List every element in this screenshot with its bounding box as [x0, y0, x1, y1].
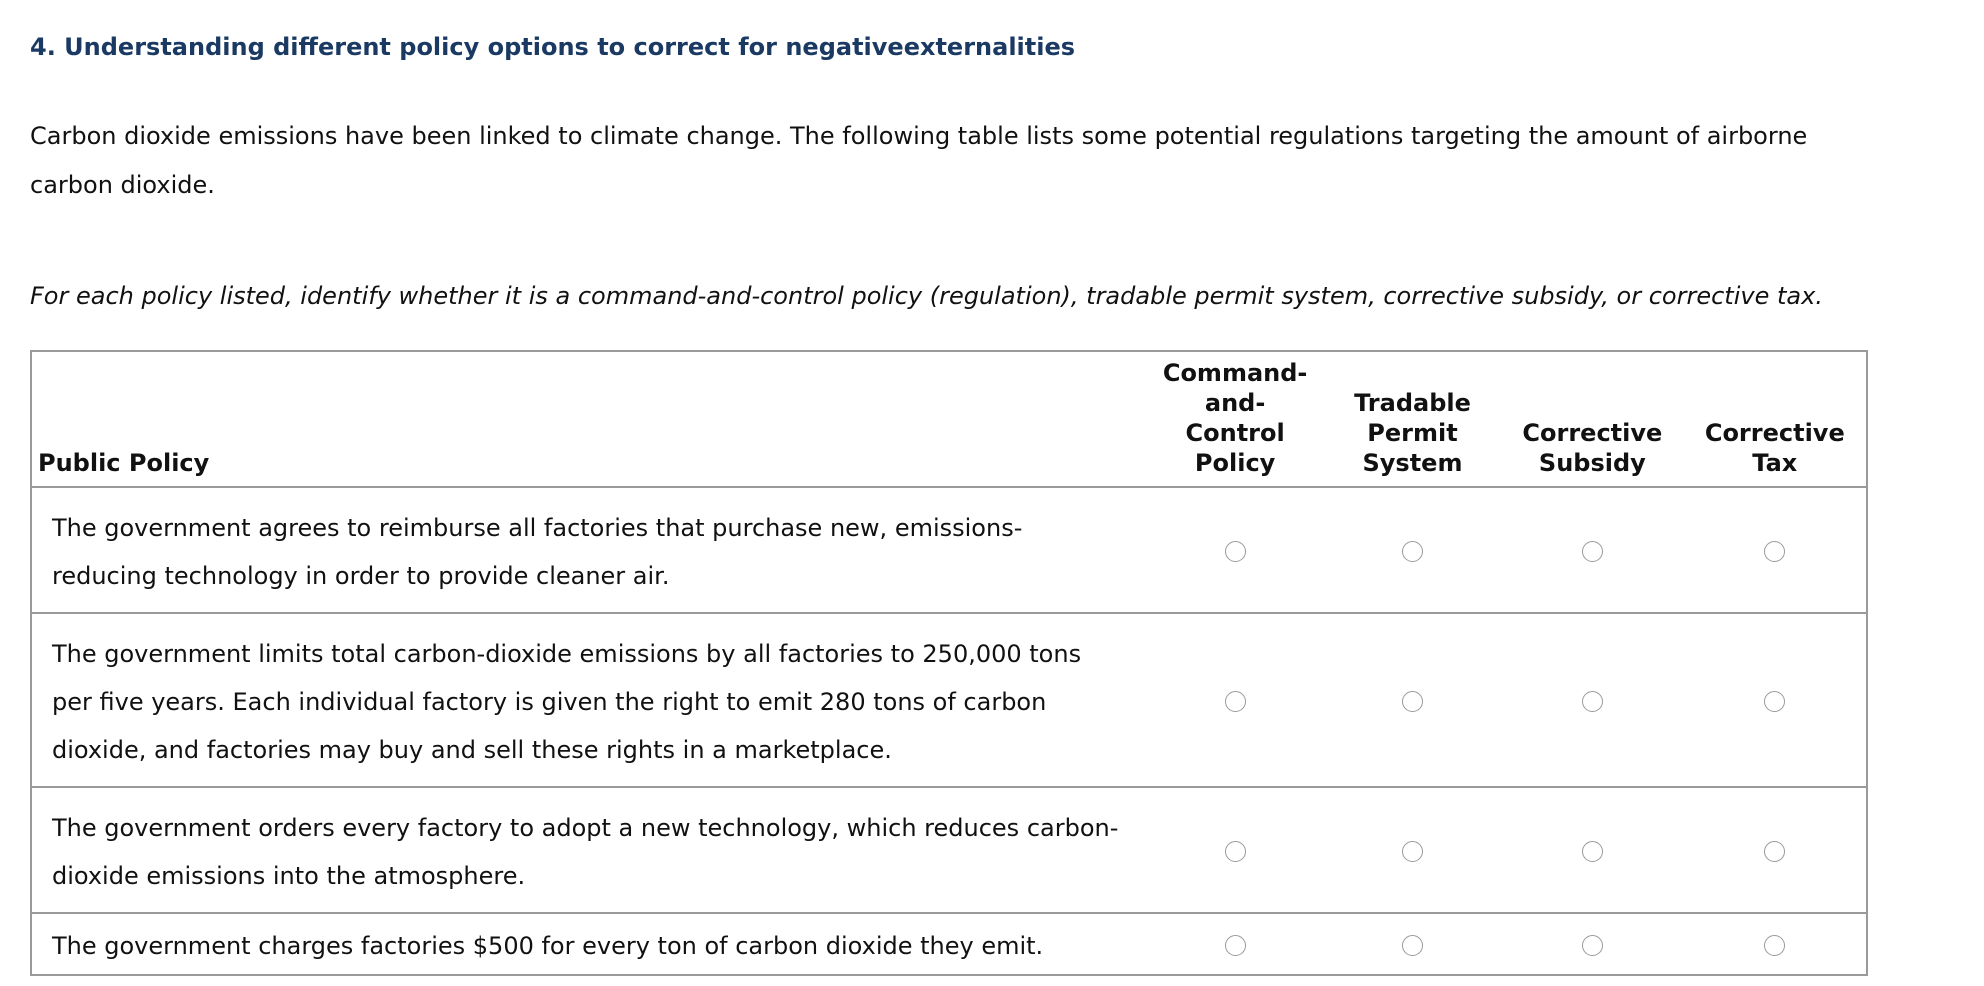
radio-cell [1324, 487, 1501, 613]
tradable-permit-radio[interactable] [1402, 691, 1423, 712]
corrective-tax-radio[interactable] [1764, 691, 1785, 712]
header-line: Corrective [1704, 419, 1845, 447]
command-and-control-header [1146, 351, 1323, 487]
tradable-permit-header [1324, 351, 1501, 487]
header-line: and- [1204, 389, 1266, 417]
question-title: 4. Understanding different policy options to correct for negativeexternalities [30, 33, 1076, 61]
command-and-control-radio[interactable] [1225, 935, 1246, 956]
header-line: Command- [1162, 359, 1308, 387]
policy-table [30, 350, 1868, 976]
corrective-tax-radio[interactable] [1764, 935, 1785, 956]
question-intro: Carbon dioxide emissions have been linked to climate change. The following table lists some potential regulations targeting the amount of airborne carbon dioxide. [30, 122, 1808, 199]
radio-cell [1324, 613, 1501, 787]
radio-cell [1684, 787, 1867, 913]
command-and-control-radio[interactable] [1225, 691, 1246, 712]
corrective-subsidy-radio[interactable] [1582, 541, 1603, 562]
tradable-permit-radio[interactable] [1402, 541, 1423, 562]
radio-cell [1146, 613, 1323, 787]
tradable-permit-radio[interactable] [1402, 841, 1423, 862]
radio-cell [1324, 787, 1501, 913]
header-line: Subsidy [1538, 449, 1646, 477]
corrective-subsidy-header [1501, 351, 1683, 487]
radio-cell [1501, 913, 1683, 975]
policy-description: The government limits total carbon-dioxide emissions by all factories to 250,000 tons per five years. Each individual factory is given the right to emit 280 tons of carbon dioxide, and factories may buy and sell these rights in a marketplace. [31, 613, 1146, 787]
header-line: Policy [1194, 449, 1276, 477]
corrective-tax-radio[interactable] [1764, 541, 1785, 562]
header-line: Tax [1752, 449, 1798, 477]
radio-cell [1501, 787, 1683, 913]
question-instruction: For each policy listed, identify whether it is a command-and-control policy (regulation), tradable permit system, corrective subsidy, or corrective tax. [30, 282, 1823, 310]
radio-cell [1146, 913, 1323, 975]
header-line: Tradable [1354, 389, 1471, 417]
table-row [31, 613, 1867, 787]
command-and-control-radio[interactable] [1225, 841, 1246, 862]
command-and-control-radio[interactable] [1225, 541, 1246, 562]
tradable-permit-radio[interactable] [1402, 935, 1423, 956]
table-row [31, 487, 1867, 613]
header-line: Permit [1367, 419, 1458, 447]
radio-cell [1684, 913, 1867, 975]
header-line: System [1362, 449, 1463, 477]
policy-description: The government agrees to reimburse all factories that purchase new, emissions-reducing technology in order to provide cleaner air. [31, 487, 1146, 613]
corrective-subsidy-radio[interactable] [1582, 691, 1603, 712]
radio-cell [1684, 487, 1867, 613]
policy-description: The government orders every factory to adopt a new technology, which reduces carbon-dioxide emissions into the atmosphere. [31, 787, 1146, 913]
corrective-tax-header [1684, 351, 1867, 487]
header-line: Corrective [1522, 419, 1663, 447]
radio-cell [1501, 613, 1683, 787]
radio-cell [1146, 487, 1323, 613]
radio-cell [1324, 913, 1501, 975]
public-policy-header: Public Policy [31, 351, 1146, 487]
corrective-subsidy-radio[interactable] [1582, 841, 1603, 862]
table-header-row [31, 351, 1867, 487]
radio-cell [1684, 613, 1867, 787]
corrective-subsidy-radio[interactable] [1582, 935, 1603, 956]
header-line: Control [1185, 419, 1285, 447]
radio-cell [1146, 787, 1323, 913]
policy-description: The government charges factories $500 for every ton of carbon dioxide they emit. [31, 913, 1146, 975]
radio-cell [1501, 487, 1683, 613]
table-row [31, 913, 1867, 975]
corrective-tax-radio[interactable] [1764, 841, 1785, 862]
table-row [31, 787, 1867, 913]
